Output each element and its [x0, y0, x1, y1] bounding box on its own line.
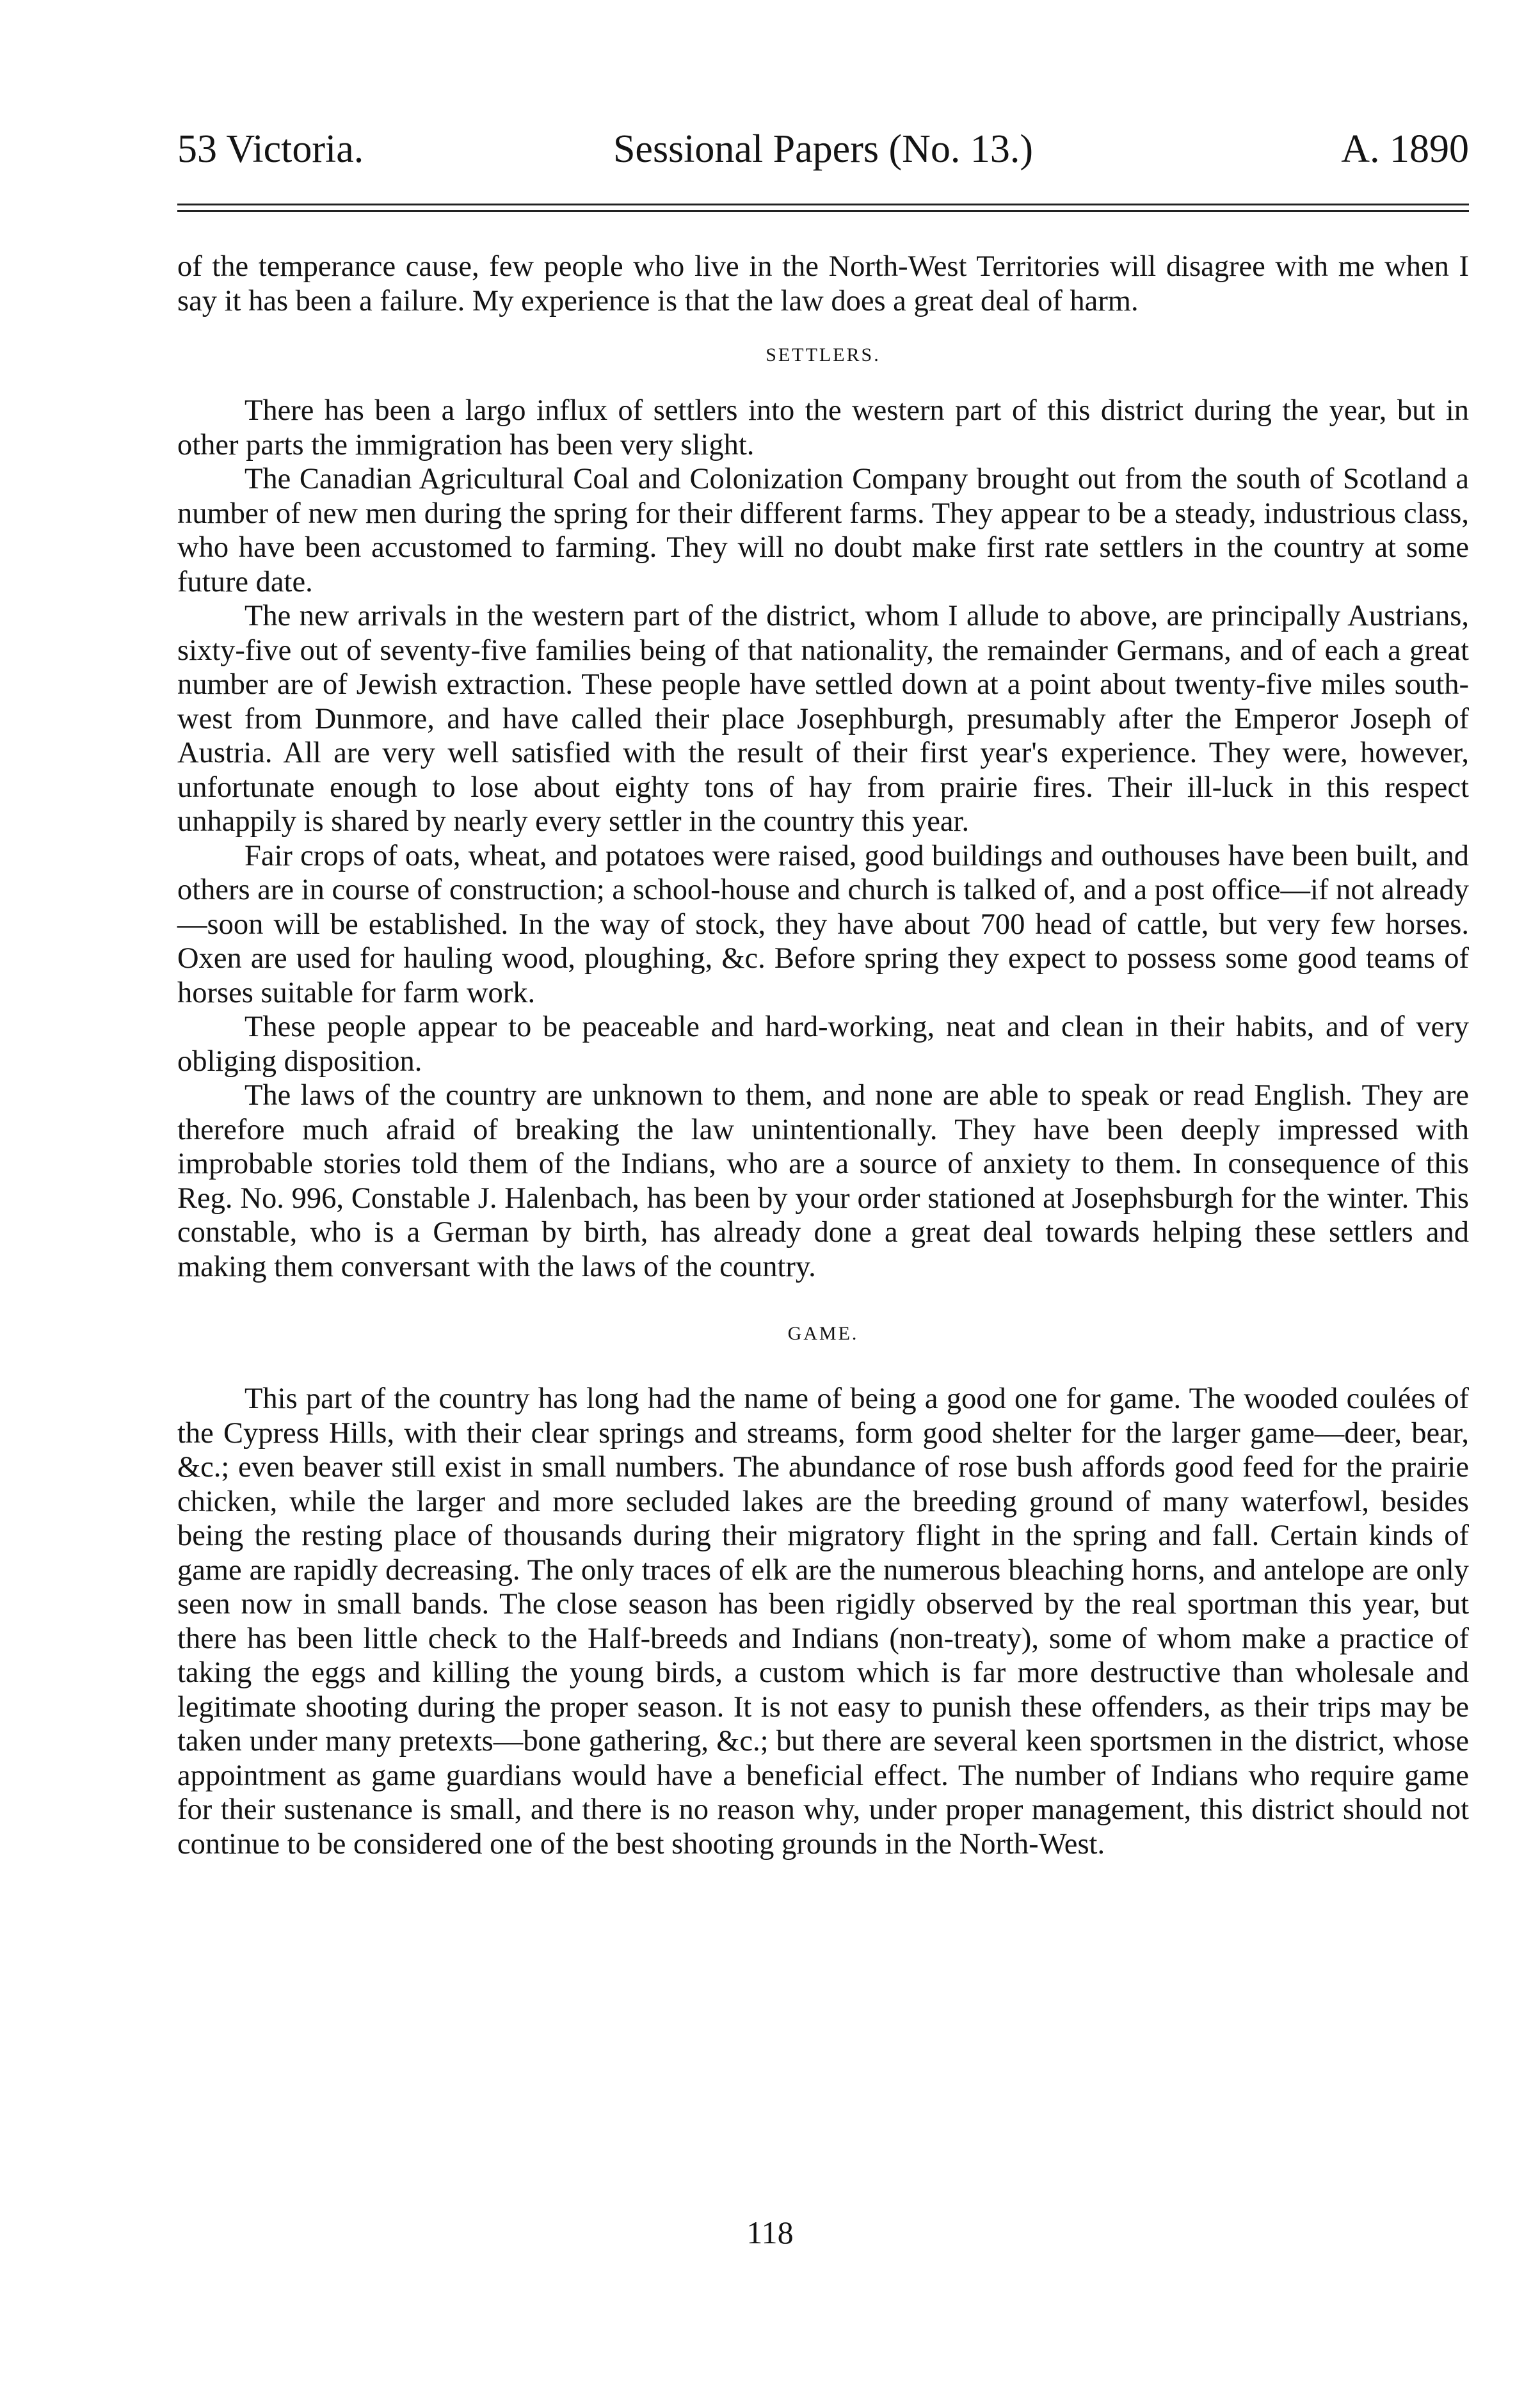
paragraph: These people appear to be peaceable and hard-working, neat and clean in their habits, and of very obliging disposition.	[177, 1011, 1469, 1078]
section-heading-game: GAME.	[787, 1323, 859, 1344]
paragraph: There has been a largo influx of settlers into the western part of this district during the year, but in other parts the immigration has been very slight.	[177, 394, 1469, 461]
paragraph: This part of the country has long had the name of being a good one for game. The wooded coulées of the Cypress Hills, with their clear springs and streams, form good shelter for the larger game—deer, bear, &c.; even beaver still exist in small numbers. The abundance of rose bush affords good feed for the prairie chicken, while the larger and more secluded lakes are the breeding ground of many waterfowl, besides being the resting place of thousands during their migratory flight in the spring and fall. Certain kinds of game are rapidly decreasing. The only traces of elk are the numerous bleaching horns, and antelope are only seen now in small bands. The close season has been rigidly observed by the real sportman this year, but there has been little check to the Half-breeds and Indians (non-treaty), some of whom make a practice of taking the eggs and killing the young birds, a custom which is far more destructive than wholesale and legitimate shooting during the proper season. It is not easy to punish these offenders, as their trips may be taken under many pretexts—bone gathering, &c.; but there are several keen sportsmen in the district, whose appointment as game guardians would have a beneficial effect. The number of Indians who require game for their sustenance is small, and there is no reason why, under proper management, this district should not continue to be considered one of the best shooting grounds in the North-West.	[177, 1382, 1469, 1861]
running-header	[177, 120, 1469, 178]
header-rule-top	[177, 204, 1469, 205]
paragraph: The new arrivals in the western part of the district, whom I allude to above, are principally Austrians, sixty-five out of seventy-five families being of that nationality, the remainder Germans, and of each a great number are of Jewish extraction. These people have settled down at a point about twenty-five miles south-west from Dunmore, and have called their place Josephburgh, presumably after the Emperor Joseph of Austria. All are very well satisfied with the result of their first year's experience. They were, however, unfortunate enough to lose about eighty tons of hay from prairie fires. Their ill-luck in this respect unhappily is shared by nearly every settler in the country this year.	[177, 600, 1469, 838]
header-volume: 53 Victoria.	[177, 127, 364, 171]
paragraph: Fair crops of oats, wheat, and potatoes were raised, good buildings and outhouses have been built, and others are in course of construction; a school-house and church is talked of, and a post office—if not already—soon will be established. In the way of stock, they have about 700 head of cattle, but very few horses. Oxen are used for hauling wood, ploughing, &c. Before spring they expect to possess some good teams of horses suitable for farm work.	[177, 839, 1469, 1009]
paragraph: The Canadian Agricultural Coal and Colonization Company brought out from the south of Scotland a number of new men during the spring for their different farms. They appear to be a steady, industrious class, who have been accustomed to farming. They will no doubt make first rate settlers in the country at some future date.	[177, 463, 1469, 598]
page-number: 118	[746, 2215, 794, 2250]
header-title: Sessional Papers (No. 13.)	[613, 127, 1034, 171]
body-text	[177, 250, 1469, 1861]
paragraph-continuation: of the temperance cause, few people who live in the North-West Territories will disagree with me when I say it has been a failure. My experience is that the law does a great deal of harm.	[177, 250, 1469, 317]
header-year: A. 1890	[1341, 127, 1469, 171]
paragraph: The laws of the country are unknown to them, and none are able to speak or read English. They are therefore much afraid of breaking the law unintentionally. They have been deeply impressed with improbable stories told them of the Indians, who are a source of anxiety to them. In consequence of this Reg. No. 996, Constable J. Halenbach, has been by your order stationed at Josephsburgh for the winter. This constable, who is a German by birth, has already done a great deal towards helping these settlers and making them conversant with the laws of the country.	[177, 1079, 1469, 1283]
header-rule-bottom	[177, 210, 1469, 212]
section-heading-settlers: SETTLERS.	[766, 344, 881, 365]
